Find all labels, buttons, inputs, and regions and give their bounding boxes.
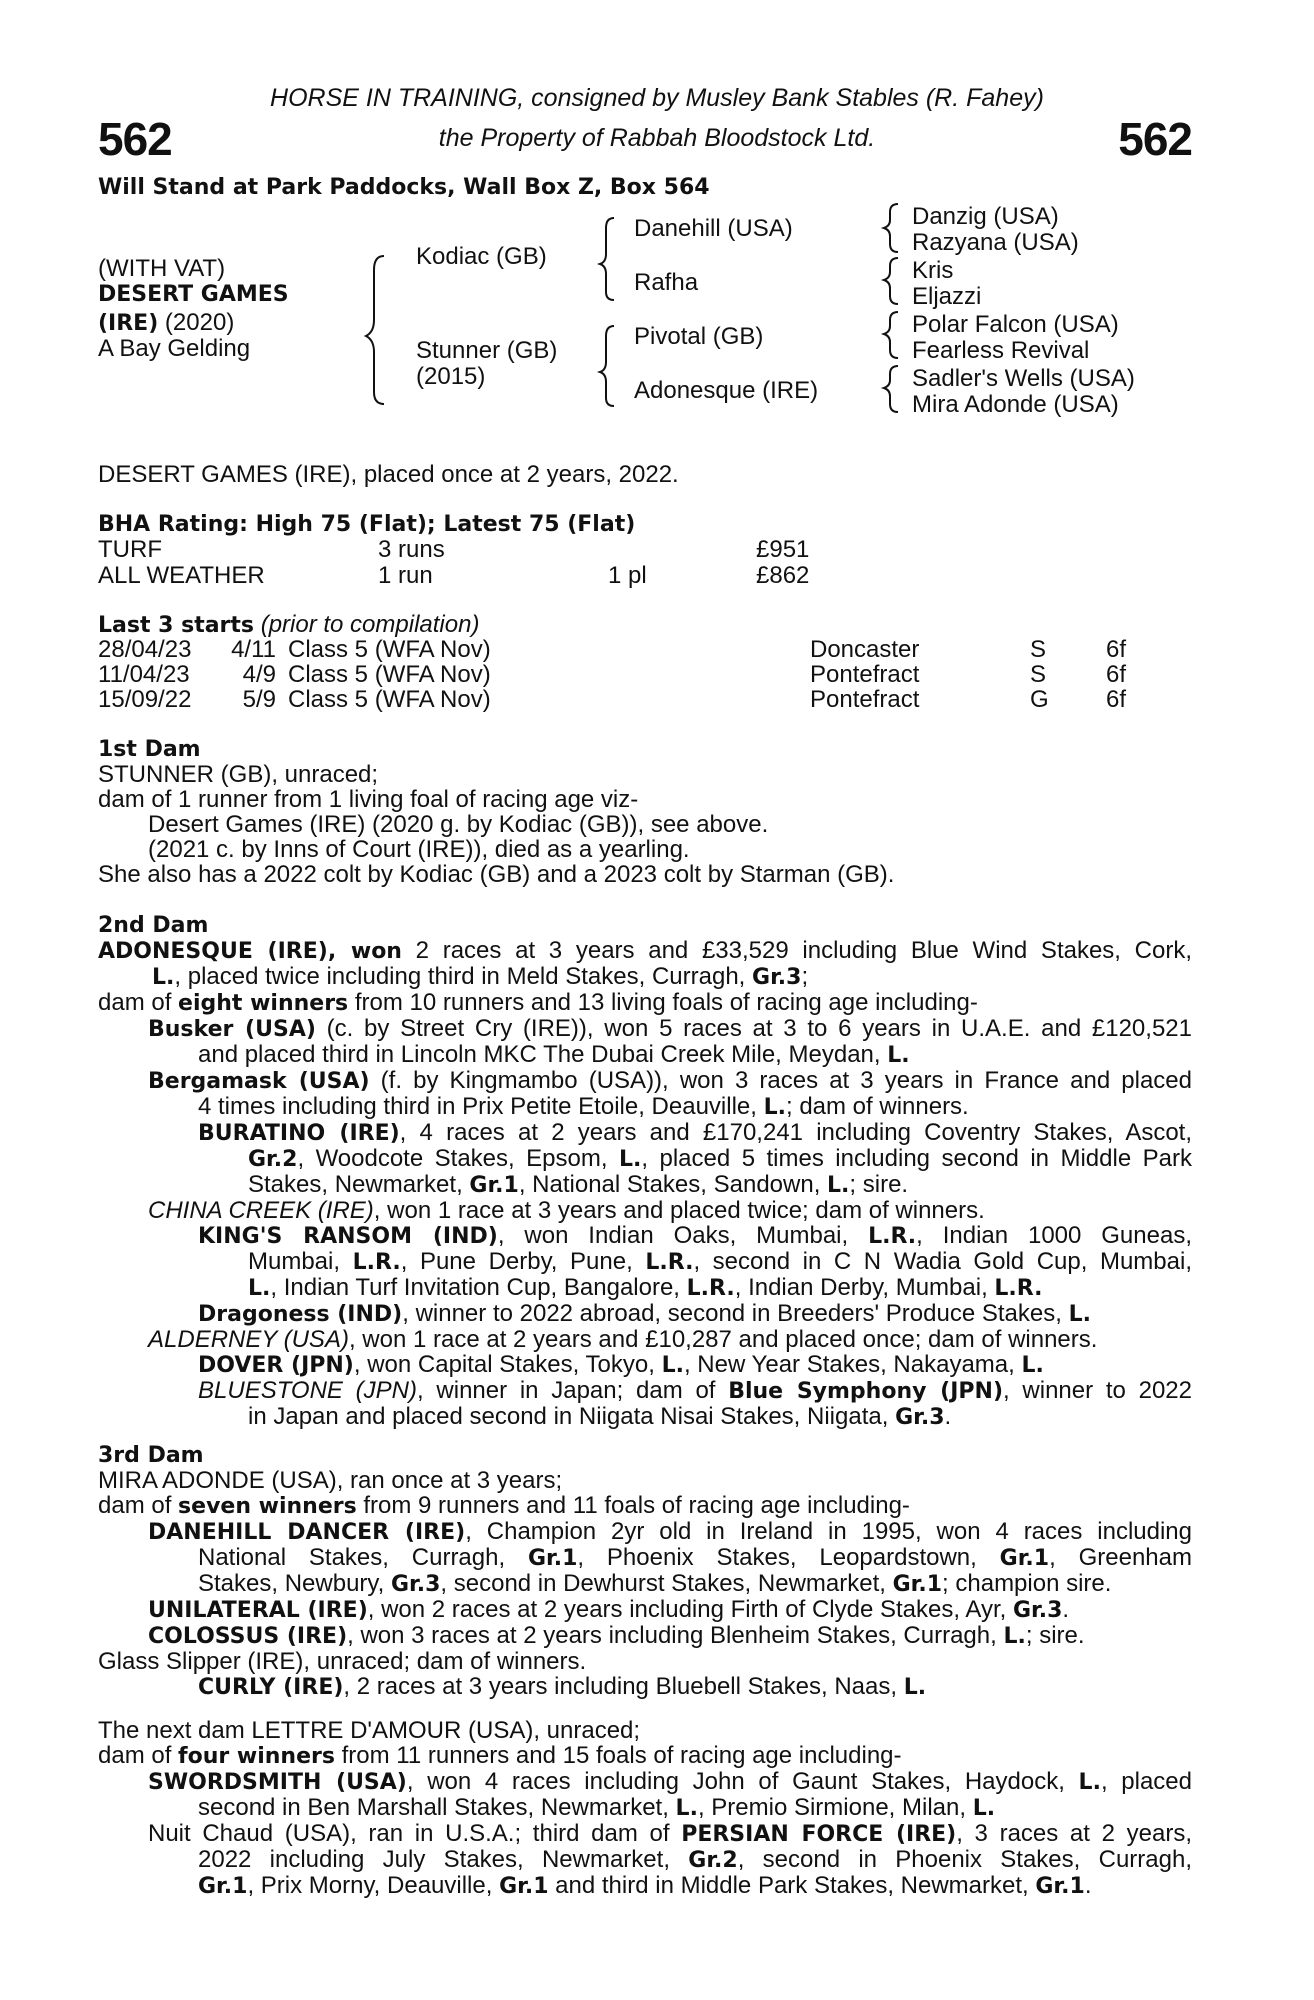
vat-label: (WITH VAT)	[98, 255, 226, 282]
dam2-body	[98, 938, 1192, 1430]
gen3-7: Sadler's Wells (USA)	[912, 365, 1135, 392]
dam2-line: BURATINO (IRE), 4 races at 2 years and £170,241 including Coventry Stakes, Ascot,	[198, 1119, 1193, 1146]
dam2-line: KING'S RANSOM (IND), won Indian Oaks, Mumbai, L.R., Indian 1000 Guneas,	[198, 1222, 1192, 1249]
rating-row-prize: £862	[756, 562, 810, 589]
rating-row-runs: 3 runs	[378, 536, 445, 563]
start-course: Doncaster	[810, 636, 920, 663]
next-dam-line: dam of four winners from 11 runners and 15 foals of racing age including-	[98, 1742, 902, 1769]
next-dam-line: SWORDSMITH (USA), won 4 races including John of Gaunt Stakes, Haydock, L., placed	[148, 1768, 1192, 1795]
dam2-line: L., placed twice including third in Meld Stakes, Curragh, Gr.3;	[152, 963, 809, 990]
property-line: the Property of Rabbah Bloodstock Ltd.	[438, 124, 876, 152]
rating-row-placed: 1 pl	[608, 562, 647, 589]
gen3-3: Kris	[912, 257, 954, 284]
dam3-body	[98, 1468, 1192, 1700]
start-distance: 6f	[1106, 661, 1127, 688]
dam2-line: Bergamask (USA) (f. by Kingmambo (USA)), won 3 races at 3 years in France and placed	[148, 1067, 1192, 1094]
start-distance: 6f	[1106, 636, 1127, 663]
dam2-line: ALDERNEY (USA), won 1 race at 2 years and £10,287 and placed once; dam of winners.	[148, 1326, 1098, 1353]
dam2-line: in Japan and placed second in Niigata Nisai Stakes, Niigata, Gr.3.	[248, 1403, 952, 1430]
dam2-line: ADONESQUE (IRE), won 2 races at 3 years and £33,529 including Blue Wind Stakes, Cork,	[98, 937, 1193, 964]
rating-row-prize: £951	[756, 536, 810, 563]
pedigree-braces	[0, 0, 1314, 420]
dam-dam: Adonesque (IRE)	[634, 377, 819, 404]
start-position: 5/9	[242, 686, 276, 713]
start-course: Pontefract	[810, 661, 920, 688]
next-dam-line: second in Ben Marshall Stakes, Newmarket, L., Premio Sirmione, Milan, L.	[198, 1794, 996, 1821]
next-dam-line: Nuit Chaud (USA), ran in U.S.A.; third dam of PERSIAN FORCE (IRE), 3 races at 2 years,	[148, 1820, 1192, 1847]
start-going: G	[1030, 686, 1049, 713]
rating-row-surface: ALL WEATHER	[98, 562, 265, 589]
dam1-line: She also has a 2022 colt by Kodiac (GB) and a 2023 colt by Starman (GB).	[98, 861, 895, 888]
gen3-2: Razyana (USA)	[912, 229, 1079, 256]
dam2-line: Mumbai, L.R., Pune Derby, Pune, L.R., second in C N Wadia Gold Cup, Mumbai,	[248, 1248, 1192, 1275]
start-going: S	[1030, 636, 1047, 663]
next-dam-line: 2022 including July Stakes, Newmarket, Gr.2, second in Phoenix Stakes, Curragh,	[198, 1846, 1192, 1873]
dam3-line: COLOSSUS (IRE), won 3 races at 2 years including Blenheim Stakes, Curragh, L.; sire.	[148, 1622, 1085, 1649]
dam2-line: 4 times including third in Prix Petite Etoile, Deauville, L.; dam of winners.	[198, 1093, 969, 1120]
start-going: S	[1030, 661, 1047, 688]
sire-sire: Danehill (USA)	[634, 215, 793, 242]
rating-row-surface: TURF	[98, 536, 162, 563]
dam2-line: CHINA CREEK (IRE), won 1 race at 3 years and placed twice; dam of winners.	[148, 1197, 985, 1224]
gen3-4: Eljazzi	[912, 283, 982, 310]
dam2-line: L., Indian Turf Invitation Cup, Bangalore, L.R., Indian Derby, Mumbai, L.R.	[248, 1274, 1043, 1301]
dam1-produce: Desert Games (IRE) (2020 g. by Kodiac (GB)), see above.	[148, 811, 769, 838]
lot-number-left: 562	[98, 113, 172, 165]
gen3-8: Mira Adonde (USA)	[912, 391, 1119, 418]
dam3-line: Glass Slipper (IRE), unraced; dam of winners.	[98, 1648, 587, 1675]
dam3-line: MIRA ADONDE (USA), ran once at 3 years;	[98, 1467, 563, 1494]
dam1-line: STUNNER (GB), unraced;	[98, 761, 379, 788]
bha-rating: BHA Rating: High 75 (Flat); Latest 75 (Flat)	[98, 512, 636, 537]
start-class: Class 5 (WFA Nov)	[288, 661, 491, 688]
dam3-line: CURLY (IRE), 2 races at 3 years including Bluebell Stakes, Naas, L.	[198, 1673, 927, 1700]
horse-name: DESERT GAMES	[98, 282, 289, 307]
dam3-line: Stakes, Newbury, Gr.3, second in Dewhurst Stakes, Newmarket, Gr.1; champion sire.	[198, 1570, 1112, 1597]
start-date: 11/04/23	[98, 661, 190, 688]
gen3-6: Fearless Revival	[912, 337, 1090, 364]
dam2-line: and placed third in Lincoln MKC The Dubai Creek Mile, Meydan, L.	[198, 1041, 910, 1068]
dam2-line: BLUESTONE (JPN), winner in Japan; dam of Blue Symphony (JPN), winner to 2022	[198, 1377, 1192, 1404]
dam3-line: National Stakes, Curragh, Gr.1, Phoenix Stakes, Leopardstown, Gr.1, Greenham	[198, 1544, 1192, 1571]
dam-foaled: (2015)	[416, 363, 486, 390]
start-class: Class 5 (WFA Nov)	[288, 636, 491, 663]
start-distance: 6f	[1106, 686, 1127, 713]
stand-location: Will Stand at Park Paddocks, Wall Box Z, Box 564	[98, 175, 710, 200]
next-dam-line: Gr.1, Prix Morny, Deauville, Gr.1 and third in Middle Park Stakes, Newmarket, Gr.1.	[198, 1872, 1092, 1899]
start-date: 15/09/22	[98, 686, 192, 713]
consignor-line: HORSE IN TRAINING, consigned by Musley Bank Stables (R. Fahey)	[270, 84, 1044, 112]
sire: Kodiac (GB)	[416, 243, 547, 270]
race-summary: DESERT GAMES (IRE), placed once at 2 years, 2022.	[98, 461, 679, 488]
start-class: Class 5 (WFA Nov)	[288, 686, 491, 713]
dam2-line: dam of eight winners from 10 runners and 13 living foals of racing age including-	[98, 989, 978, 1016]
dam2-line: Busker (USA) (c. by Street Cry (IRE)), won 5 races at 3 to 6 years in U.A.E. and £120,521	[148, 1015, 1192, 1042]
start-position: 4/9	[242, 661, 276, 688]
lot-number-right: 562	[1118, 113, 1192, 165]
rating-row-runs: 1 run	[378, 562, 433, 589]
dam2-heading: 2nd Dam	[98, 913, 209, 938]
gen3-5: Polar Falcon (USA)	[912, 311, 1119, 338]
dam: Stunner (GB)	[416, 337, 558, 364]
start-position: 4/11	[231, 636, 276, 663]
dam3-heading: 3rd Dam	[98, 1443, 204, 1468]
dam2-line: Gr.2, Woodcote Stakes, Epsom, L., placed 5 times including second in Middle Park	[248, 1145, 1192, 1172]
dam2-line: DOVER (JPN), won Capital Stakes, Tokyo, L., New Year Stakes, Nakayama, L.	[198, 1351, 1044, 1378]
start-date: 28/04/23	[98, 636, 192, 663]
start-course: Pontefract	[810, 686, 920, 713]
dam3-line: dam of seven winners from 9 runners and 11 foals of racing age including-	[98, 1492, 910, 1519]
next-dam-line: The next dam LETTRE D'AMOUR (USA), unraced;	[98, 1717, 641, 1744]
dam2-line: Stakes, Newmarket, Gr.1, National Stakes, Sandown, L.; sire.	[248, 1171, 909, 1198]
dam1-line: dam of 1 runner from 1 living foal of racing age viz-	[98, 786, 639, 813]
dam3-line: DANEHILL DANCER (IRE), Champion 2yr old in Ireland in 1995, won 4 races including	[148, 1518, 1192, 1545]
dam1-produce: (2021 c. by Inns of Court (IRE)), died as a yearling.	[148, 836, 690, 863]
dam2-line: Dragoness (IND), winner to 2022 abroad, second in Breeders' Produce Stakes, L.	[198, 1300, 1091, 1327]
dam-sire: Pivotal (GB)	[634, 323, 764, 350]
gen3-1: Danzig (USA)	[912, 203, 1059, 230]
horse-origin: (IRE) (2020)	[98, 309, 235, 336]
next-dam-body	[98, 1718, 1192, 1899]
dam3-line: UNILATERAL (IRE), won 2 races at 2 years including Firth of Clyde Stakes, Ayr, Gr.3.	[148, 1596, 1070, 1623]
last-starts-heading: Last 3 starts (prior to compilation)	[98, 611, 480, 638]
sire-dam: Rafha	[634, 269, 699, 296]
dam1-heading: 1st Dam	[98, 737, 201, 762]
horse-description: A Bay Gelding	[98, 335, 251, 362]
